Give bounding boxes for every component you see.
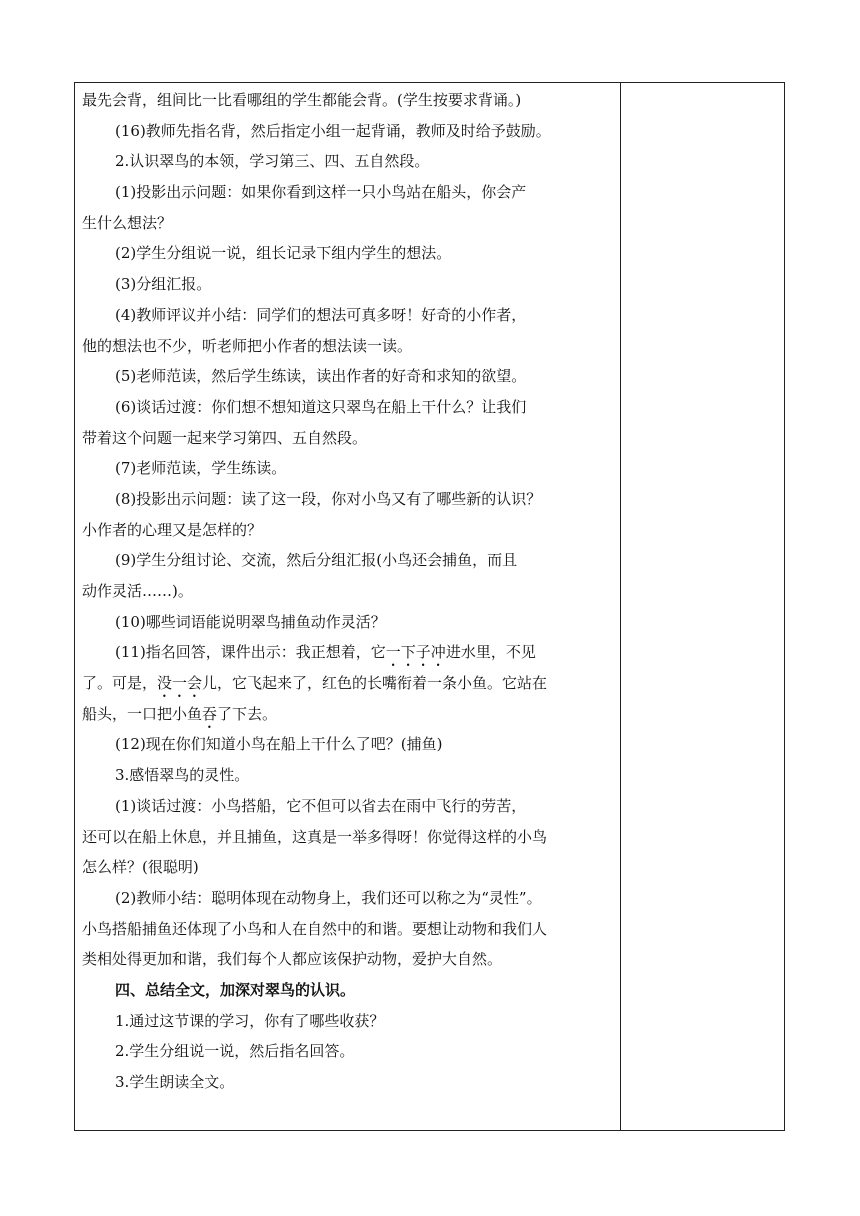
text-line: 怎么样？(很聪明) xyxy=(82,858,199,877)
emphasized-words: 一下子冲 xyxy=(385,643,446,662)
text-segment: 了。可是， xyxy=(82,674,158,693)
text-line: (3)分组汇报。 xyxy=(115,275,212,294)
text-line: (9)学生分组讨论、交流，然后分组汇报(小鸟还会捕鱼，而且 xyxy=(115,551,518,570)
text-segment: (11)指名回答，课件出示：我正想着，它 xyxy=(115,643,386,662)
text-line-emphasis xyxy=(82,699,614,730)
text-line: (7)老师范读，学生练读。 xyxy=(115,459,287,478)
text-line: 带着这个问题一起来学习第四、五自然段。 xyxy=(82,428,368,447)
text-line: (2)学生分组说一说，组长记录下组内学生的想法。 xyxy=(115,244,452,263)
text-line: (6)谈话过渡：你们想不想知道这只翠鸟在船上干什么？让我们 xyxy=(115,397,527,416)
text-line: (8)投影出示问题：读了这一段，你对小鸟又有了哪些新的认识？ xyxy=(115,489,542,508)
text-segment: 船头，一口把小鱼 xyxy=(82,704,203,723)
part-heading: 四、总结全文，加深对翠鸟的认识。 xyxy=(115,980,356,999)
text-line: 小作者的心理又是怎样的？ xyxy=(82,520,263,539)
text-line: (5)老师范读，然后学生练读，读出作者的好奇和求知的欲望。 xyxy=(115,367,527,386)
notes-cell xyxy=(621,82,784,1129)
text-line: 最先会背，组间比一比看哪组的学生都能会背。(学生按要求背诵。) xyxy=(82,91,522,109)
section-heading: 3.感悟翠鸟的灵性。 xyxy=(115,766,250,785)
text-line: 小鸟搭船捕鱼还体现了小鸟和人在自然中的和谐。要想让动物和我们人 xyxy=(82,919,548,938)
text-line: 2.学生分组说一说，然后指名回答。 xyxy=(115,1042,355,1061)
text-line: (12)现在你们知道小鸟在船上干什么了吧？(捕鱼) xyxy=(115,735,443,754)
text-line: 他的想法也不少，听老师把小作者的想法读一读。 xyxy=(82,336,413,355)
text-line: (1)谈话过渡：小鸟搭船，它不但可以省去在雨中飞行的劳苦， xyxy=(115,796,527,815)
text-line: 1.通过这节课的学习，你有了哪些收获？ xyxy=(115,1011,385,1030)
text-segment: 儿，它飞起来了，红色的长嘴衔着一条小鱼。它站在 xyxy=(202,674,548,693)
text-line: 动作灵活……)。 xyxy=(82,582,193,600)
text-line: 3.学生朗读全文。 xyxy=(115,1073,235,1091)
text-line: 类相处得更加和谐，我们每个人都应该保护动物，爱护大自然。 xyxy=(82,950,503,969)
text-line: 还可以在船上休息，并且捕鱼，这真是一举多得呀！你觉得这样的小鸟 xyxy=(82,827,548,846)
text-line: (1)投影出示问题：如果你看到这样一只小鸟站在船头，你会产 xyxy=(115,183,527,202)
lesson-content-cell xyxy=(82,85,614,1098)
text-line: (2)教师小结：聪明体现在动物身上，我们还可以称之为“灵性”。 xyxy=(115,888,542,907)
section-heading: 2.认识翠鸟的本领，学习第三、四、五自然段。 xyxy=(115,152,430,171)
text-line: 生什么想法？ xyxy=(82,213,173,232)
text-line: (4)教师评议并小结：同学们的想法可真多呀！好奇的小作者， xyxy=(115,305,527,324)
text-line: (10)哪些词语能说明翠鸟捕鱼动作灵活？ xyxy=(115,612,386,631)
emphasized-words: 吞 xyxy=(202,704,218,723)
text-segment: 进水里，不见 xyxy=(445,643,536,662)
text-segment: 了下去。 xyxy=(217,704,278,723)
text-line-emphasis xyxy=(82,637,614,668)
text-line: (16)教师先指名背，然后指定小组一起背诵，教师及时给予鼓励。 xyxy=(115,121,551,140)
text-line-emphasis xyxy=(82,668,614,699)
emphasized-words: 没一会 xyxy=(157,674,203,693)
